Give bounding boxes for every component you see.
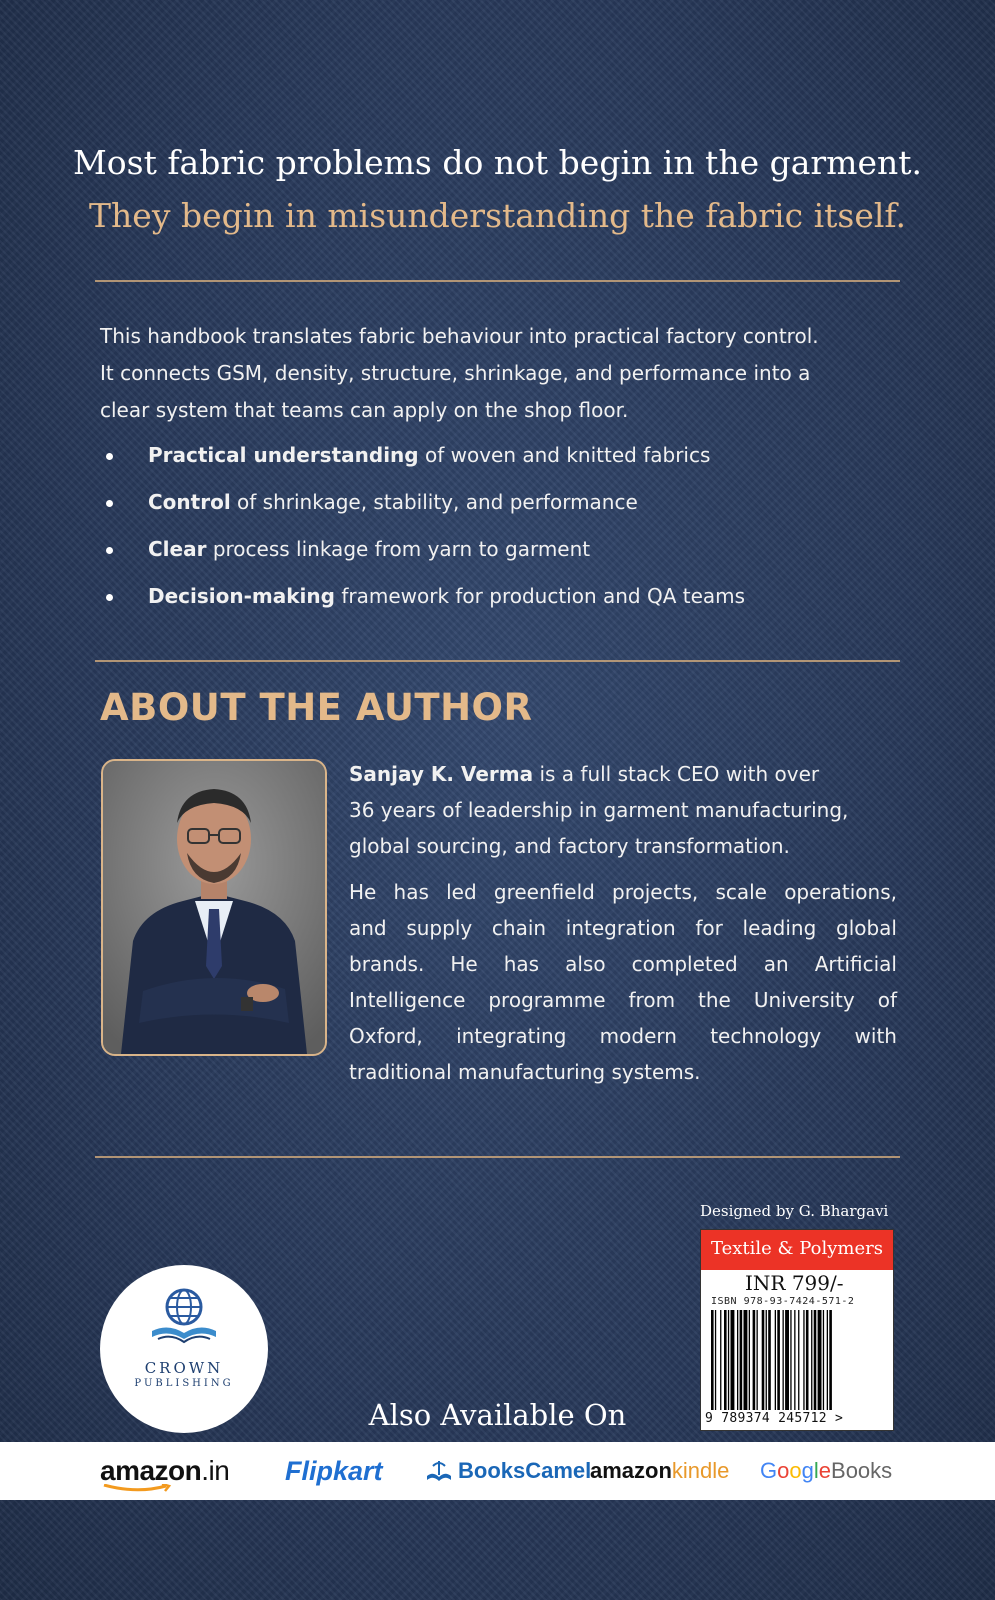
barcode-bar bbox=[811, 1310, 812, 1410]
barcode-bar bbox=[783, 1310, 784, 1410]
books-wordmark: Books bbox=[831, 1458, 893, 1483]
author-photo bbox=[101, 759, 327, 1056]
amazon-tld: .in bbox=[201, 1455, 230, 1486]
headline-line-2: They begin in misunderstanding the fabric itself. bbox=[89, 196, 906, 235]
barcode-bar bbox=[814, 1310, 817, 1410]
divider-top bbox=[95, 280, 900, 282]
barcode-bar bbox=[731, 1310, 735, 1410]
intro-line-3: clear system that teams can apply on the shop floor. bbox=[100, 398, 629, 422]
bio-text: Intelligence programme from the University of bbox=[349, 988, 897, 1012]
divider-bottom bbox=[95, 1156, 900, 1158]
barcode-bar bbox=[749, 1310, 750, 1410]
barcode-bar bbox=[753, 1310, 756, 1410]
amazon-kindle-logo[interactable] bbox=[590, 1442, 729, 1500]
available-on-heading: Also Available On bbox=[368, 1398, 627, 1432]
about-author-heading: ABOUT THE AUTHOR bbox=[100, 686, 533, 729]
feature-bold: Decision-making bbox=[148, 584, 335, 608]
bio-text: brands. He has also completed an Artificial bbox=[349, 952, 897, 976]
barcode-bar bbox=[757, 1310, 758, 1410]
barcode-bar bbox=[806, 1310, 809, 1410]
barcode-bar bbox=[766, 1310, 767, 1410]
barcode-bar bbox=[829, 1310, 832, 1410]
feature-bold: Control bbox=[148, 490, 231, 514]
barcode-bar bbox=[740, 1310, 743, 1410]
bullet-dot-icon bbox=[106, 547, 113, 554]
isbn-label: ISBN 978-93-7424-571-2 bbox=[711, 1296, 855, 1307]
barcode-bar bbox=[724, 1310, 727, 1410]
publisher-name: CROWN bbox=[144, 1359, 224, 1377]
feature-list bbox=[100, 440, 900, 628]
bio-paragraph-1 bbox=[349, 756, 897, 864]
bullet-dot-icon bbox=[106, 500, 113, 507]
category-label: Textile & Polymers bbox=[701, 1230, 893, 1270]
barcode-bar bbox=[794, 1310, 795, 1410]
bio-text: is a full stack CEO with over bbox=[533, 762, 820, 786]
amazon-smile-icon bbox=[102, 1484, 172, 1492]
barcode-number: 9 789374 245712 > bbox=[705, 1411, 844, 1426]
author-name: Sanjay K. Verma bbox=[349, 762, 534, 786]
headline-line-1: Most fabric problems do not begin in the garment. bbox=[72, 143, 922, 182]
intro-line-1: This handbook translates fabric behaviour into practical factory control. bbox=[100, 324, 819, 348]
barcode-bar bbox=[768, 1310, 771, 1410]
designer-credit: Designed by G. Bhargavi bbox=[700, 1202, 889, 1220]
barcode-bar bbox=[715, 1310, 716, 1410]
barcode-bar bbox=[762, 1310, 765, 1410]
feature-item bbox=[100, 487, 900, 534]
barcode-bar bbox=[798, 1310, 799, 1410]
kindle-wordmark: kindle bbox=[671, 1458, 730, 1483]
store-strip bbox=[0, 1442, 995, 1500]
feature-text: of woven and knitted fabrics bbox=[418, 443, 711, 467]
amazon-in-logo[interactable] bbox=[100, 1442, 229, 1500]
bullet-dot-icon bbox=[106, 453, 113, 460]
feature-text: process linkage from yarn to garment bbox=[206, 537, 591, 561]
intro-paragraph bbox=[100, 318, 897, 429]
book-icon bbox=[424, 1458, 454, 1484]
feature-item bbox=[100, 440, 900, 487]
barcode-bar bbox=[818, 1310, 822, 1410]
amazon-wordmark: amazon bbox=[100, 1455, 202, 1486]
google-wordmark: Google bbox=[760, 1458, 832, 1483]
intro-line-2: It connects GSM, density, structure, shrinkage, and performance into a bbox=[100, 361, 811, 385]
bullet-dot-icon bbox=[106, 594, 113, 601]
kindle-amazon-wordmark: amazon bbox=[590, 1458, 672, 1483]
price-label: INR 799/- bbox=[745, 1271, 844, 1295]
feature-item bbox=[100, 534, 900, 581]
barcode-icon bbox=[707, 1310, 885, 1412]
globe-book-icon bbox=[100, 1265, 268, 1360]
bookscamel-wordmark: BooksCamel bbox=[458, 1458, 592, 1483]
barcode-bar bbox=[777, 1310, 780, 1410]
bio-text: traditional manufacturing systems. bbox=[349, 1060, 701, 1084]
barcode-bar bbox=[728, 1310, 729, 1410]
barcode-bar bbox=[785, 1310, 789, 1410]
barcode-bar bbox=[803, 1310, 804, 1410]
bio-text: and supply chain integration for leading global bbox=[349, 916, 897, 940]
barcode-bar bbox=[720, 1310, 721, 1410]
barcode-bar bbox=[823, 1310, 824, 1410]
google-books-logo[interactable] bbox=[760, 1442, 892, 1500]
feature-bold: Clear bbox=[148, 537, 207, 561]
barcode-bar bbox=[711, 1310, 714, 1410]
feature-bold: Practical understanding bbox=[148, 443, 419, 467]
barcode-bar bbox=[737, 1310, 738, 1410]
flipkart-logo[interactable]: Flipkart bbox=[285, 1455, 383, 1486]
bio-text: He has led greenfield projects, scale operations, bbox=[349, 880, 897, 904]
bio-text: Oxford, integrating modern technology with bbox=[349, 1024, 897, 1048]
bookscamel-logo[interactable] bbox=[424, 1442, 591, 1500]
barcode-bar bbox=[775, 1310, 776, 1410]
barcode-bar bbox=[744, 1310, 748, 1410]
feature-text: framework for production and QA teams bbox=[334, 584, 746, 608]
barcode-bar bbox=[790, 1310, 791, 1410]
author-bio bbox=[349, 756, 897, 1100]
feature-item bbox=[100, 581, 900, 628]
bio-paragraph-2 bbox=[349, 874, 897, 1090]
bio-text: 36 years of leadership in garment manufacturing, bbox=[349, 798, 849, 822]
barcode-bar bbox=[827, 1310, 828, 1410]
publisher-subname: PUBLISHING bbox=[134, 1378, 234, 1389]
bio-text: global sourcing, and factory transformation. bbox=[349, 834, 790, 858]
divider-middle bbox=[95, 660, 900, 662]
feature-text: of shrinkage, stability, and performance bbox=[230, 490, 638, 514]
